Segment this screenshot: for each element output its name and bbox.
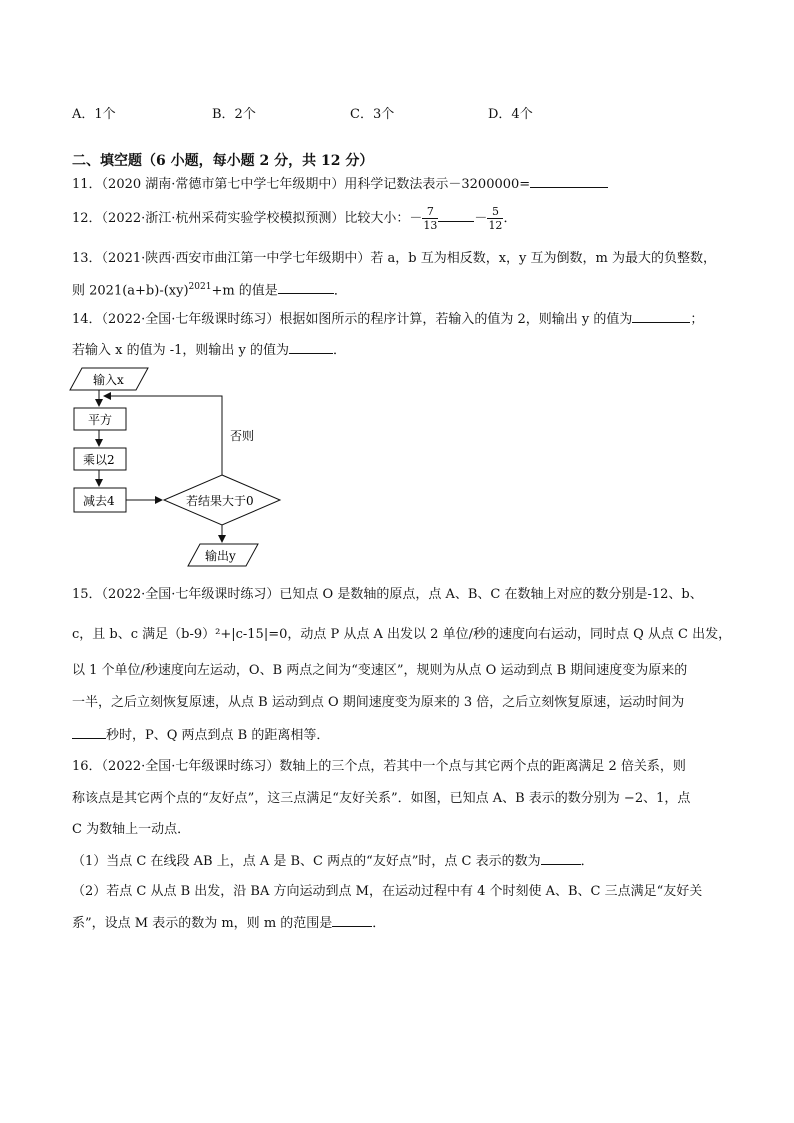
fraction-5-12 xyxy=(487,205,503,232)
q11-text: 11．（2020 湖南·常德市第七中学七年级期中）用科学记数法表示－3200000= xyxy=(72,177,531,192)
minus-sign: － xyxy=(409,211,423,226)
program-flowchart xyxy=(60,362,300,577)
q12-text: 12．（2022·浙江·杭州采荷实验学校模拟预测）比较大小： xyxy=(72,211,410,226)
fraction-denominator: 12 xyxy=(488,219,503,232)
q14-end: ； xyxy=(690,312,704,327)
q16-part1: （1）当点 C 在线段 AB 上，点 A 是 B、C 两点的“友好点”时，点 C 表示的数为 xyxy=(72,854,541,869)
fraction-numerator: 5 xyxy=(487,205,503,219)
q16-end-2: ． xyxy=(372,916,386,931)
question-15-line-2: c，且 b、c 满足（b-9）²+|c-15|=0，动点 P 从点 A 出发以 2 单位/秒的速度向右运动，同时点 Q 从点 C 出发， xyxy=(72,627,732,642)
question-15-line-4: 一半，之后立刻恢复原速，从点 B 运动到点 O 期间速度变为原来的 3 倍，之后立刻恢复原速，运动时间为 xyxy=(72,695,685,710)
question-16-line-1: 16．（2022·全国·七年级课时练习）数轴上的三个点，若其中一个点与其它两个点的距离满足 2 倍关系，则 xyxy=(72,759,686,774)
question-11 xyxy=(72,175,608,194)
question-14-line-1 xyxy=(72,310,703,329)
square-label: 平方 xyxy=(88,413,113,427)
exponent: 2021 xyxy=(188,282,212,292)
fraction-numerator: 7 xyxy=(422,205,438,219)
answer-blank xyxy=(530,175,608,188)
otherwise-label: 否则 xyxy=(230,429,255,443)
question-16-line-6 xyxy=(72,914,385,933)
answer-blank xyxy=(72,726,106,739)
question-15-line-3: 以 1 个单位/秒速度向左运动，O、B 两点之间为“变速区”，规则为从点 O 运动到点 B 期间速度变为原来的 xyxy=(72,663,688,678)
option-c: C．3个 xyxy=(350,107,395,122)
option-d: D．4个 xyxy=(488,107,533,122)
minus-sign: － xyxy=(474,211,488,226)
input-label: 输入x xyxy=(93,373,124,387)
q15-tail: 秒时，P、Q 两点到点 B 的距离相等． xyxy=(106,728,330,743)
fraction-7-13 xyxy=(422,205,438,232)
answer-blank xyxy=(278,281,334,294)
section-title: 二、填空题（6 小题，每小题 2 分，共 12 分） xyxy=(72,153,374,169)
answer-blank xyxy=(438,211,474,222)
question-13-line-2 xyxy=(72,278,347,300)
q14-text-2: 若输入 x 的值为 -1，则输出 y 的值为 xyxy=(72,343,290,358)
question-16-line-2: 称该点是其它两个点的“友好点”，这三点满足“友好关系”．如图，已知点 A、B 表示的数分别为 −2、1，点 xyxy=(72,791,691,806)
times-two-label: 乘以2 xyxy=(83,453,115,467)
fraction-denominator: 13 xyxy=(423,219,438,232)
output-label: 输出y xyxy=(205,549,236,563)
q13-expr-tail: +m 的值是 xyxy=(211,283,278,299)
q16-end-1: ． xyxy=(580,854,594,869)
question-12 xyxy=(72,204,516,234)
question-16-line-3: C 为数轴上一动点． xyxy=(72,822,191,837)
question-16-line-4 xyxy=(72,852,594,871)
q14-end-2: ． xyxy=(333,343,347,358)
answer-blank xyxy=(289,341,333,354)
q16-part2: 系”，设点 M 表示的数为 m，则 m 的范围是 xyxy=(72,916,333,931)
q13-end: ． xyxy=(333,283,347,299)
q14-text: 14．（2022·全国·七年级课时练习）根据如图所示的程序计算，若输入的值为 2，则输出 y 的值为 xyxy=(72,312,633,327)
minus-four-label: 减去4 xyxy=(83,494,115,508)
answer-blank xyxy=(632,310,690,323)
question-13-line-1: 13．（2021·陕西·西安市曲江第一中学七年级期中）若 a，b 互为相反数，x，y 互为倒数，m 为最大的负整数， xyxy=(72,251,716,266)
answer-blank xyxy=(332,914,372,927)
q12-end: ． xyxy=(503,211,517,226)
question-14-line-2 xyxy=(72,341,346,360)
answer-blank xyxy=(541,852,581,865)
question-15-line-5 xyxy=(72,726,329,745)
option-b: B．2个 xyxy=(212,107,256,122)
question-16-line-5: （2）若点 C 从点 B 出发，沿 BA 方向运动到点 M，在运动过程中有 4 个时刻使 A、B、C 三点满足“友好关 xyxy=(72,884,703,899)
question-15-line-1: 15．（2022·全国·七年级课时练习）已知点 O 是数轴的原点，点 A、B、C 在数轴上对应的数分别是-12、b、 xyxy=(72,587,703,602)
option-a: A．1个 xyxy=(72,107,116,122)
decision-label: 若结果大于0 xyxy=(186,494,254,508)
q13-expr: 则 2021(a+b)-(xy) xyxy=(72,283,189,299)
